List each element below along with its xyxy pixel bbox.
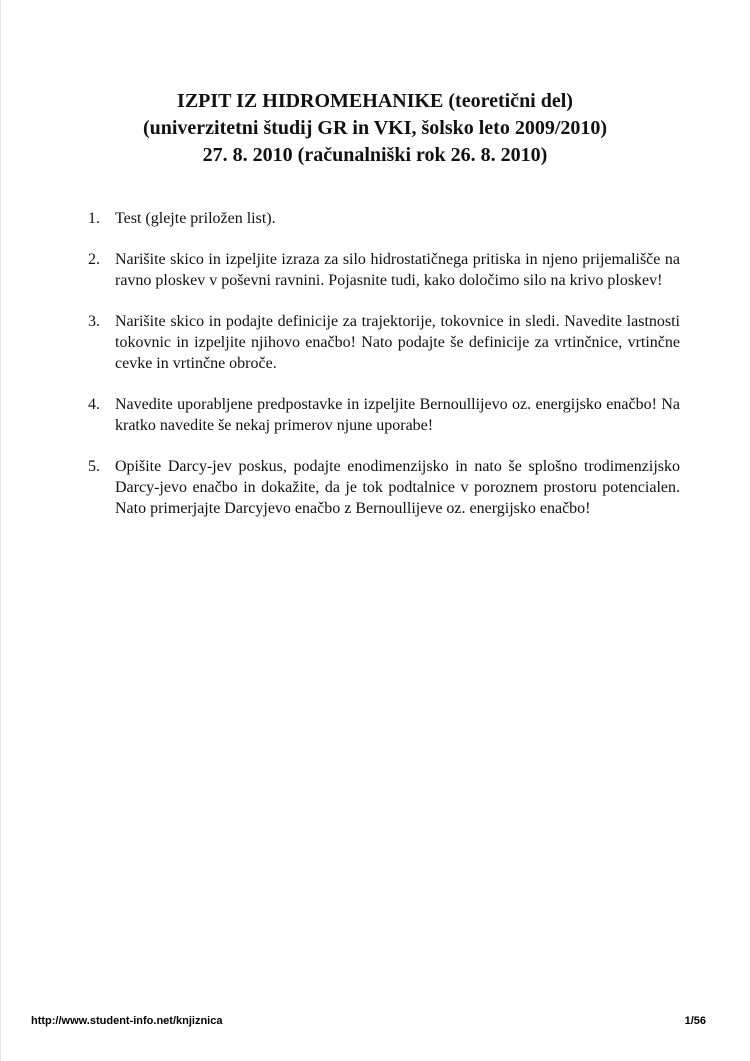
question-text: Narišite skico in izpeljite izraza za silo hidrostatičnega pritiska in njeno prijemališče na ravno ploskev v poševni ravnini. Pojasnite tudi, kako določimo silo na krivo ploskev! [115,251,680,289]
title-line-3: 27. 8. 2010 (računalniški rok 26. 8. 2010) [202,144,548,166]
question-item [88,208,680,229]
question-text: Test (glejte priložen list). [115,210,276,227]
title-line-1: IZPIT IZ HIDROMEHANIKE (teoretični del) [177,90,573,112]
question-text: Navedite uporabljene predpostavke in izpeljite Bernoullijevo oz. energijsko enačbo! Na kratko navedite še nekaj primerov njune uporabe! [115,396,680,434]
page-number: 1/56 [684,1015,706,1027]
question-item [88,311,680,374]
question-list [88,208,680,519]
question-number: 1. [88,210,100,227]
question-item [88,249,680,291]
title-line-2: (univerzitetni študij GR in VKI, šolsko leto 2009/2010) [142,117,608,139]
question-item [88,394,680,436]
question-item [88,456,680,519]
footer-url: http://www.student-info.net/knjiznica [31,1015,223,1027]
question-number: 4. [88,396,100,413]
question-text: Opišite Darcy-jev poskus, podajte enodimenzijsko in nato še splošno trodimenzijsko Darcy-jevo enačbo in dokažite, da je tok podtalnice v poroznem prostoru potencialen. Nato primerjajte Darcyjevo enačbo z Bernoullijeve oz. energijsko enačbo! [115,458,680,517]
question-number: 2. [88,251,100,268]
exam-title [0,88,750,169]
question-number: 3. [88,313,100,330]
question-number: 5. [88,458,100,475]
question-text: Narišite skico in podajte definicije za trajektorije, tokovnice in sledi. Navedite lastnosti tokovnic in izpeljite njihovo enačbo! Nato podajte še definicije za vrtinčnice, vrtinčne cevke in vrtinčne obroče. [115,313,680,372]
